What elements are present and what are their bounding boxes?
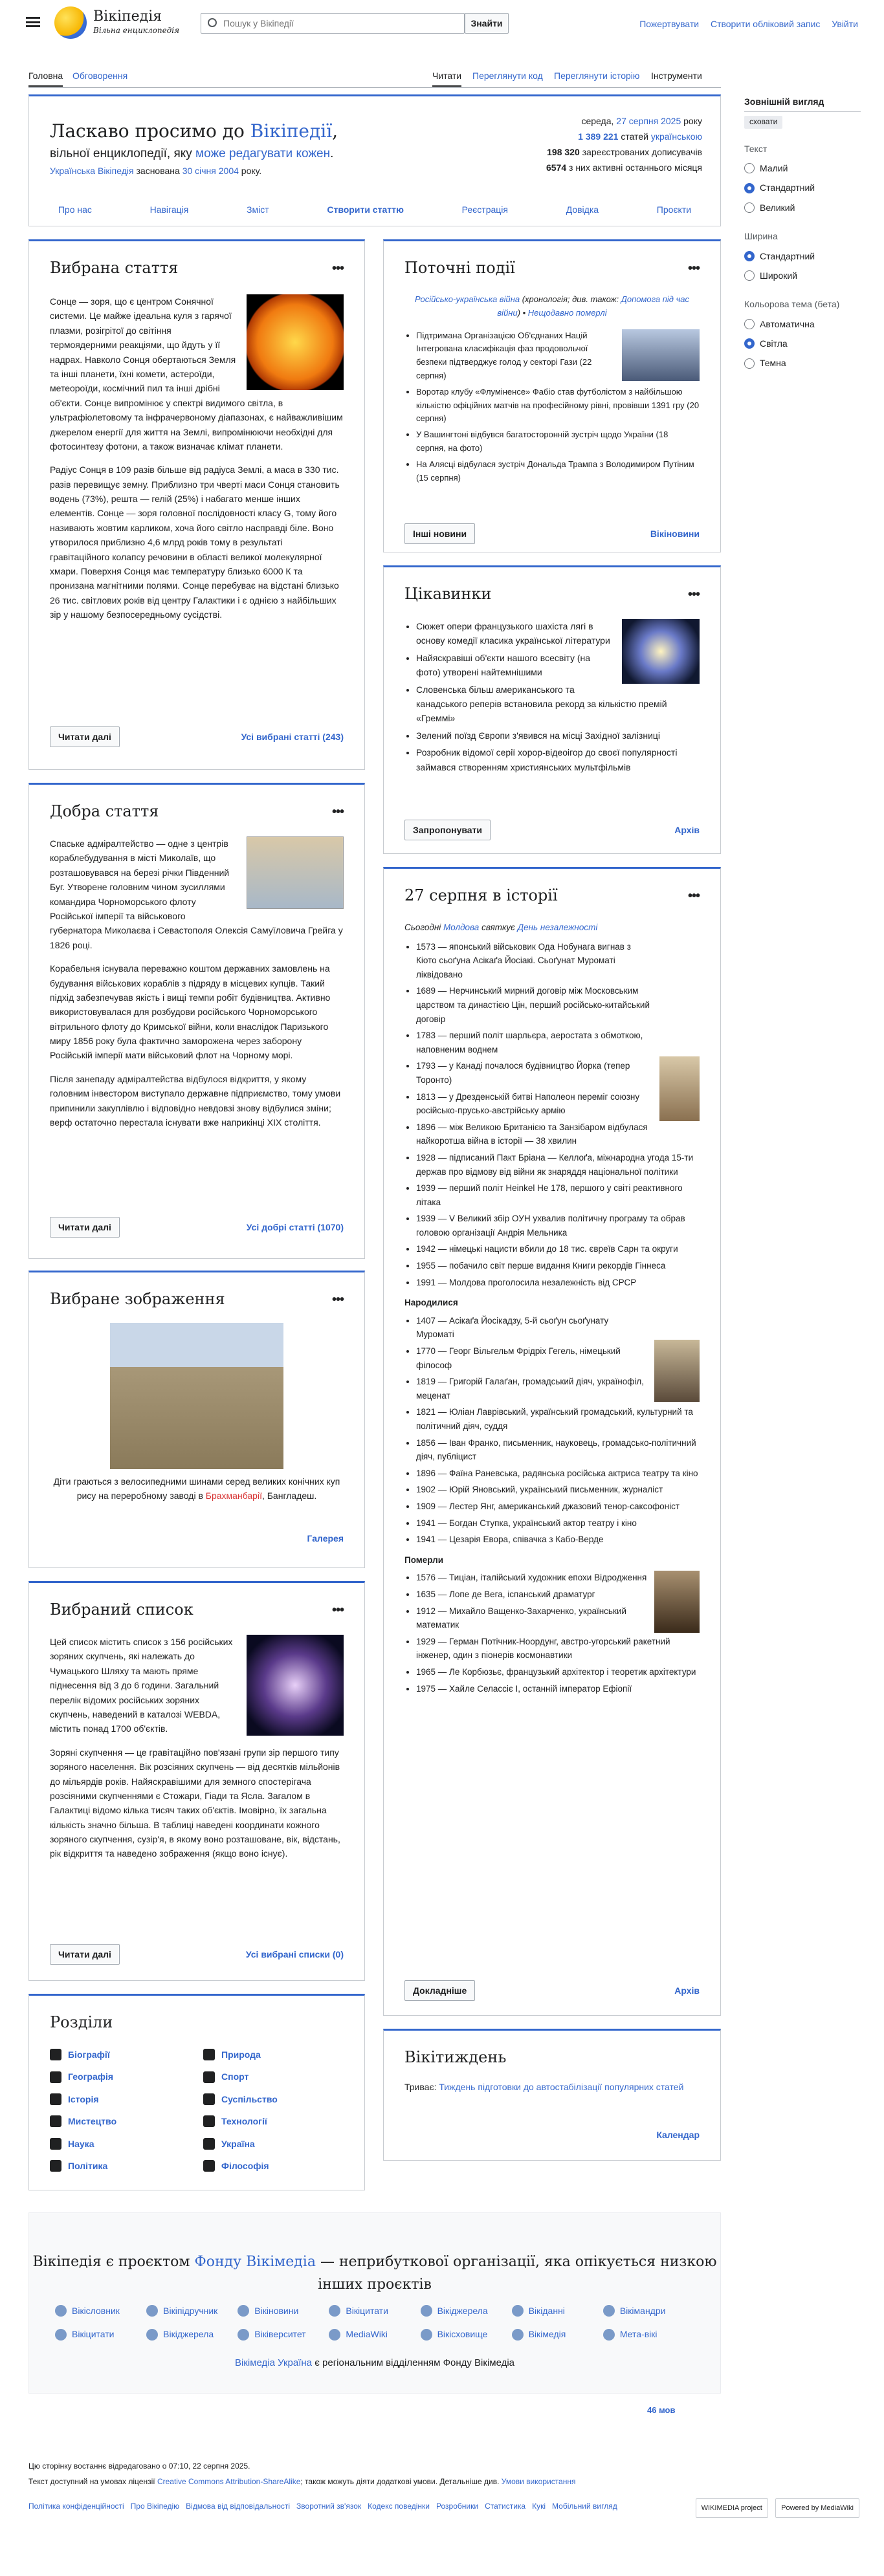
featured-p2: Радіус Сонця в 109 разів більше від радіуса Землі, а маса в 330 тис. разів перевищує земну. Приблизно три чверті маси Сонця становить водень (73%), решта — гелій (25%) і набагато менше інших елементів. Сонце — зоря головної послідовності класу G, тому його називають жовтим карликом, хоча його світло насправді біле. Воно утворилося приблизно 4,6 млрд років тому в результаті гравітаційного колапсу речовини в області великої молекулярної хмари. Поверхня Сонця має температуру близько 6000 К та пронизана магнітними полями. Сонце перебуває на відстані близько 26 тис. світлових років від центру Галактики і є однією з найбільших зір у нашому безпосередньому сусідстві. <box>50 464 340 620</box>
interesting-title: Цікавинки <box>404 585 492 603</box>
link-projects[interactable]: Проєкти <box>656 204 692 215</box>
good-body <box>50 836 344 1139</box>
more-icon[interactable]: ••• <box>331 805 344 819</box>
more-news-button[interactable]: Інші новини <box>404 523 475 544</box>
featured-p1: Сонце — зоря, що є центром Сонячної системи. Це майже ідеальна куля з гарячої плазми, розігрітої до світіння термоядерними реакціями, що йдуть у її надрах. Навколо Сонця обертаються Земля та інші планети, їхні комети, астероїди, метеороїди, космічний пил та інші дрібні об'єкти. Сонце випромінює у спектрі видимого світла, в ультрафіолетовому та інфрачервоному діапазонах, є найважливішим джерелом енергії для життя на Землі, випромінюючи необхідні для фотосинтезу фотони, а також визначає клімат планети. <box>50 296 343 452</box>
section-philosophy[interactable]: Філософія <box>203 2159 344 2173</box>
radio-color-light[interactable]: Світла <box>744 336 861 351</box>
chapter-line: Вікімедіа Україна є регіональним відділенням Фонду Вікімедіа <box>234 2357 515 2368</box>
login-link[interactable]: Увійти <box>832 19 858 29</box>
search-box <box>201 13 465 34</box>
search-icon <box>208 18 217 27</box>
born-item: • 1909 — Лестер Янг, американський джазовий тенор-саксофоніст <box>416 1500 700 1514</box>
section-nature[interactable]: Природа <box>203 2047 344 2062</box>
radio-color-dark[interactable]: Темна <box>744 356 861 370</box>
picture-title: Вибране зображення <box>50 1290 225 1308</box>
footer-links: Політика конфіденційності Про Вікіпедію Відмова від відповідальності Зворотний зв'язок Кодекс поведінки Розробники Статистика Кукі Мобільний вигляд WIKIMEDIA project Powered by MediaWiki <box>28 2498 859 2514</box>
project-link[interactable]: Вікіданні <box>512 2304 603 2318</box>
featured-article-box <box>28 239 365 770</box>
featured-title: Вибрана стаття <box>50 259 179 277</box>
mediawiki-badge[interactable]: Powered by MediaWiki <box>775 2498 859 2518</box>
interesting-body <box>404 619 700 777</box>
link-about[interactable]: Про нас <box>58 204 92 215</box>
did-you-know-box <box>383 565 721 854</box>
good-article-box <box>28 783 365 1259</box>
tagline: Вільна енциклопедія <box>93 26 180 35</box>
create-account-link[interactable]: Створити обліковий запис <box>710 19 821 29</box>
welcome-founded: Українська Вікіпедія заснована 30 січня 2004 року. <box>50 166 262 176</box>
died-item: • 1965 — Ле Корбюзьє, французький архітектор і теоретик архітектури <box>416 1665 700 1679</box>
news-item: • Підтримана Організацією Об'єднаних Націй Інтегрована класифікація фаз продовольчої безпеки підтверджує голод у секторі Гази (22 серпня) <box>416 329 700 383</box>
tab-view-source[interactable]: Переглянути код <box>472 71 543 81</box>
event-item: • 1955 — побачило світ перше видання Книги рекордів Гіннеса <box>416 1259 700 1273</box>
born-item: • 1941 — Цезарія Евора, співачка з Кабо-Верде <box>416 1533 700 1547</box>
search-button[interactable]: Знайти <box>465 13 509 34</box>
born-item: • 1821 — Юліан Лаврівський, український громадський, культурний та політичний діяч, суддя <box>416 1405 700 1433</box>
portrait-titian[interactable] <box>654 1571 700 1633</box>
event-item: • 1813 — у Дрезденській битві Наполеон переміг союзну російсько-прусько-австрійську армію <box>416 1090 700 1118</box>
list-p1: Цей список містить список з 156 російських зоряних скупчень, які належать до Чумацького Шляху та мають пряме піднесення від 3 до 6 години. Загальний перелік відомих російських зоряних скупчень, наведений в каталозі WEBDA, містить понад 1700 об'єктів. <box>50 1637 233 1734</box>
tab-main[interactable]: Головна <box>28 69 63 87</box>
tab-tools[interactable]: Інструменти <box>651 71 702 81</box>
news-body: Російсько-українська війна (хронологія; див. також: Допомога під час війни) • Нещодавно померлі • Підтримана Організацією Об'єднаних Націй Інтегрована класифікація фаз продовольчої безпеки підтверджує голод у секторі Гази (22 серпня) • Воротар клубу «Флуміненсе» Фабіо став футболістом з найбільшою кількістю офіційних матчів на професійному рівні, провівши 1391 гру (20 серпня) • У Вашингтоні відбувся багатосторонній зустріч щодо України (18 серпня, на фото) • На Алясці відбулася зустріч Дональда Трампа з Володимиром Путіним (15 серпня) <box>404 293 700 487</box>
news-item: • Воротар клубу «Флуміненсе» Фабіо став футболістом з найбільшою кількістю офіційних матчів на професійному рівні, провівши 1391 гру (20 серпня) <box>416 386 700 426</box>
more-icon[interactable]: ••• <box>687 587 700 602</box>
link-contents[interactable]: Зміст <box>247 204 269 215</box>
event-item: • 1928 — підписаний Пакт Бріана — Келлоґа, міжнародна угода 15-ти держав про відмову від війни як знаряддя національної політики <box>416 1151 700 1179</box>
link-navigation[interactable]: Навігація <box>149 204 189 215</box>
admiralty-image[interactable] <box>247 836 344 909</box>
project-link[interactable]: Віківерситет <box>238 2327 329 2341</box>
born-item: • 1407 — Асікаґа Йосікадзу, 5-й сьоґун сьоґунату Муроматі <box>416 1314 700 1342</box>
radio-text-large[interactable]: Великий <box>744 201 861 215</box>
link-help[interactable]: Довідка <box>566 204 599 215</box>
archive-link[interactable]: Архів <box>674 1985 700 1996</box>
section-biographies[interactable]: Біографії <box>50 2047 190 2062</box>
archive-link[interactable]: Архів <box>674 825 700 835</box>
project-link[interactable]: Вікіпідручник <box>146 2304 238 2318</box>
news-item: • На Алясці відбулася зустріч Дональда Трампа з Володимиром Путіним (15 серпня) <box>416 458 700 485</box>
interesting-item: • Розробник відомої серії хорор-відеоігор до своєї популярності займався створенням християнських мультфільмів <box>416 745 700 774</box>
sun-image[interactable] <box>247 294 344 390</box>
event-item: • 1939 — V Великий збір ОУН ухвалив політичну програму та обрав головою організації Андрія Мельника <box>416 1212 700 1239</box>
donate-link[interactable]: Пожертвувати <box>639 19 700 29</box>
wikiweek-title: Вікітиждень <box>404 2048 507 2066</box>
more-icon[interactable]: ••• <box>331 261 344 276</box>
last-edited: Цю сторінку востаннє відредаговано о 07:10, 22 серпня 2025. <box>28 2461 250 2471</box>
details-button[interactable]: Докладніше <box>404 1980 475 2001</box>
project-link[interactable]: Вікіджерела <box>421 2304 512 2318</box>
footer <box>28 2458 859 2518</box>
link-register[interactable]: Реєстрація <box>461 204 508 215</box>
section-science[interactable]: Наука <box>50 2137 190 2151</box>
welcome-subtitle: вільної енциклопедії, яку може редагувати кожен. <box>50 147 334 160</box>
interesting-item: • Сюжет опери французького шахіста лягі в основу комедії класика української літератури <box>416 619 700 648</box>
calendar-link[interactable]: Календар <box>656 2130 700 2140</box>
picture-body <box>50 1323 344 1512</box>
appearance-panel <box>744 94 861 376</box>
section-ukraine[interactable]: Україна <box>203 2137 344 2151</box>
appearance-title: Зовнішній вигляд <box>744 94 861 112</box>
event-item: • 1793 — у Канаді почалося будівництво Йорка (тепер Торонто) <box>416 1059 700 1087</box>
section-politics[interactable]: Політика <box>50 2159 190 2173</box>
all-good-link[interactable]: Усі добрі статті (1070) <box>246 1222 344 1232</box>
born-item: • 1770 — Георг Вільгельм Фрідріх Гегель, німецький філософ <box>416 1344 700 1372</box>
sister-grid <box>55 2304 694 2342</box>
more-icon[interactable]: ••• <box>331 1603 344 1617</box>
event-item: • 1783 — перший політ шарльєра, аеростата з обмоткою, наповненим воднем <box>416 1029 700 1056</box>
project-link[interactable]: Вікісховище <box>421 2327 512 2341</box>
read-more-button[interactable]: Читати далі <box>50 1944 120 1965</box>
interesting-item: • Зелений поїзд Європи з'явився на місці Західної залізниці <box>416 728 700 743</box>
born-heading: Народилися <box>404 1298 458 1308</box>
event-image[interactable] <box>659 1056 700 1121</box>
wikimedia-badge[interactable]: WIKIMEDIA project <box>696 2498 768 2518</box>
welcome-links <box>29 202 720 217</box>
good-p1: Спаське адміралтейство — одне з центрів кораблебудування в місті Миколаїв, що розташовувався на березі річки Південний Буг. Утворене головним чином зусиллями командира Чорноморського флоту Російської імперії та військового губернатора Миколаєва і Севастополя Олексія Самуїловича Грейга у 1826 році. <box>50 838 343 950</box>
list-body <box>50 1635 344 1870</box>
radio-color-auto[interactable]: Автоматична <box>744 317 861 331</box>
featured-picture-box <box>28 1271 365 1568</box>
sister-heading: Вікіпедія є проєктом Фонду Вікімедіа — неприбуткової організації, яка опікується низкою інших проєктів <box>32 2254 717 2293</box>
all-lists-link[interactable]: Усі вибрані списки (0) <box>245 1949 344 1959</box>
good-p3: Після занепаду адміралтейства відбулося відкриття, у якому головним інвестором виступало державне підприємство, тому умови припинили закуплівлю і відповідно невдовзі знову відбулися зміни; верф остаточно перестала існувати вже наприкінці XIX століття. <box>50 1073 341 1128</box>
died-item: • 1929 — Герман Потічник-Ноордунг, австро-угорський ракетний інженер, один з піонерів космонавтики <box>416 1635 700 1663</box>
license: Текст доступний на умовах ліцензії Creative Commons Attribution-ShareAlike; також можуть діяти додаткові умови. Детальніше див. Умови використання <box>28 2477 576 2486</box>
project-link[interactable]: Вікімандри <box>603 2304 694 2318</box>
event-item: • 1689 — Нерчинський мирний договір між Московським царством та династією Цін, перший російсько-китайський договір <box>416 984 700 1026</box>
read-more-button[interactable]: Читати далі <box>50 726 120 747</box>
project-link[interactable]: Вікіновини <box>238 2304 329 2318</box>
interesting-item: • Найяскравіші об'єкти нашого всесвіту (на фото) утворені найтемнішими <box>416 651 700 680</box>
event-item: • 1942 — німецькі нацисти вбили до 18 тис. євреїв Сарн та округи <box>416 1242 700 1256</box>
born-item: • 1819 — Григорій Галаґан, громадський діяч, українофіл, меценат <box>416 1375 700 1403</box>
suggest-button[interactable]: Запропонувати <box>404 820 491 840</box>
section-art[interactable]: Мистецтво <box>50 2114 190 2128</box>
radio-width-standard[interactable]: Стандартний <box>744 249 861 263</box>
tab-talk[interactable]: Обговорення <box>72 71 128 81</box>
sister-projects <box>28 2212 721 2394</box>
color-label: Кольорова тема (бета) <box>744 299 840 310</box>
project-link[interactable]: Вікімедія <box>512 2327 603 2341</box>
project-link[interactable]: Вікіцитати <box>329 2304 420 2318</box>
wikinews-link[interactable]: Вікіновини <box>650 529 700 539</box>
today-body: Сьогодні Молдова святкує День незалежності • 1573 — японський військовик Ода Нобунага вигнав з Кіото сьоґуна Асікаґа Йосіакі. Сьоґунат Муроматі ліквідовано • 1689 — Нерчинський мирний договір між Московським царством та династією Цін, перший російсько-китайський договір • 1783 — перший політ шарльєра, аеростата з обмоткою, наповненим воднем • 1793 — у Канаді почалося будівництво Йорка (тепер Торонто) • 1813 — у Дрезденській битві Наполеон переміг союзну російсько-прусько-австрійську армію • 1896 — між Великою Британією та Занзібаром відбулася найкоротша війна в історії — 38 хвилин • 1928 — підписаний Пакт Бріана — Келлоґа, міжнародна угода 15-ти держав про відмову від війни як знаряддя національної політики • 1939 — перший політ Heinkel He 178, першого у світі реактивного літака • 1939 — V Великий збір ОУН ухвалив політичну програму та обрав головою організації Андрія Мельника • 1942 — німецькі нацисти вбили до 18 тис. євреїв Сарн та округи • 1955 — побачило світ перше видання Книги рекордів Гіннеса • 1991 — Молдова проголосила незалежність від СРСР Народилися • 1407 — Асікаґа Йосікадзу, 5-й сьоґун сьоґунату Муроматі • 1770 — Георг Вільгельм Фрідріх Гегель, німецький філософ • 1819 — Григорій Галаґан, громадський діяч, українофіл, меценат • 1821 — Юліан Лаврівський, український громадський, культурний та політичний діяч, суддя • 1856 — Іван Франко, письменник, науковець, громадсько-політичний діяч, публіцист • 1896 — Фаїна Раневська, радянська російська актриса театру та кіно • 1902 — Юрій Яновський, український письменник, журналіст • 1909 — Лестер Янг, американський джазовий тенор-саксофоніст • 1941 — Богдан Ступка, український актор театру і кіно • 1941 — Цезарія Евора, співачка з Кабо-Верде Померли • 1576 — Тиціан, італійський художник епохи Відродження • 1635 — Лопе де Вега, іспанський драматург • 1912 — Михайло Ващенко-Захарченко, український математик • 1929 — Герман Потічник-Ноордунг, австро-угорський ракетний інженер, один з піонерів космонавтики • 1965 — Ле Корбюзьє, французький архітектор і теоретик архітектури • 1975 — Хайле Селассіє I, останній імператор Ефіопії <box>404 921 700 1698</box>
interesting-image[interactable] <box>622 619 700 684</box>
died-item: • 1975 — Хайле Селассіє I, останній імператор Ефіопії <box>416 1682 700 1696</box>
link-create-article[interactable]: Створити статтю <box>327 204 404 215</box>
tab-read[interactable]: Читати <box>432 69 461 87</box>
project-link[interactable]: Вікіцитати <box>55 2327 146 2341</box>
list-title: Вибраний список <box>50 1600 193 1619</box>
personal-tools <box>630 17 858 31</box>
header <box>0 0 884 47</box>
died-item: • 1912 — Михайло Ващенко-Захарченко, український математик <box>416 1604 700 1632</box>
interesting-item: • Словенська більш американського та канадського реперів встановила рекорд за кількістю премій «Греммі» <box>416 682 700 726</box>
radio-width-wide[interactable]: Широкий <box>744 268 861 283</box>
news-image[interactable] <box>622 329 700 381</box>
tab-history[interactable]: Переглянути історію <box>554 71 640 81</box>
news-title: Поточні події <box>404 259 515 277</box>
wikiweek-body: Триває: Тиждень підготовки до автостабілізації популярних статей <box>404 2082 684 2092</box>
news-item: • У Вашингтоні відбувся багатосторонній зустріч щодо України (18 серпня, на фото) <box>416 428 700 455</box>
all-featured-link[interactable]: Усі вибрані статті (243) <box>241 732 344 742</box>
more-icon[interactable]: ••• <box>687 889 700 903</box>
event-item: • 1939 — перший політ Heinkel He 178, першого у світі реактивного літака <box>416 1181 700 1209</box>
project-link[interactable]: Вікіджерела <box>146 2327 238 2341</box>
text-size-label: Текст <box>744 143 768 154</box>
section-sport[interactable]: Спорт <box>203 2069 344 2084</box>
radio-text-small[interactable]: Малий <box>744 161 861 175</box>
project-link[interactable]: Мета-вікі <box>603 2327 694 2341</box>
on-this-day-box <box>383 867 721 2016</box>
good-title: Добра стаття <box>50 802 159 820</box>
list-p2: Зоряні скупчення — це гравітаційно пов'язані групи зір першого типу зоряного населення. Вік розсіяних скупчень — від десятків мільйонів до мільярдів років. Найяскравішими для земного спостерігача розсіяними скупченнями є Стожари, Гіади та Ясла. Загалом в Галактиці відомо кілька тисяч таких об'єктів. Імовірно, їх загальна кількість значно більша. В таблиці наведені координати кожного зоряного скупчення, сузір'я, в якому воно розташоване, вік, відстань, рік відкриття та наведено зображення (якщо воно існує). <box>50 1747 340 1859</box>
today-title: 27 серпня в історії <box>404 886 558 904</box>
welcome-title: Ласкаво просимо до Вікіпедії, <box>50 120 338 142</box>
search-input[interactable] <box>223 16 456 31</box>
died-item: • 1576 — Тиціан, італійський художник епохи Відродження <box>416 1571 700 1585</box>
event-item: • 1991 — Молдова проголосила незалежність від СРСР <box>416 1276 700 1290</box>
more-icon[interactable]: ••• <box>687 261 700 276</box>
sections-box <box>28 1994 365 2190</box>
event-item: • 1573 — японський військовик Ода Нобунага вигнав з Кіото сьоґуна Асікаґа Йосіакі. Сьоґунат Муроматі ліквідовано <box>416 940 700 982</box>
section-history[interactable]: Історія <box>50 2092 190 2106</box>
star-cluster-image[interactable] <box>247 1635 344 1736</box>
featured-body <box>50 294 344 631</box>
born-item: • 1941 — Богдан Ступка, український актор театру і кіно <box>416 1516 700 1531</box>
section-technology[interactable]: Технології <box>203 2114 344 2128</box>
born-item: • 1856 — Іван Франко, письменник, науковець, громадсько-політичний діяч, публіцист <box>416 1436 700 1464</box>
project-link[interactable]: Вікісловник <box>55 2304 146 2318</box>
event-item: • 1896 — між Великою Британією та Занзібаром відбулася найкоротша війна в історії — 38 хвилин <box>416 1120 700 1148</box>
gallery-link[interactable]: Галерея <box>307 1533 344 1544</box>
wikipedia-logo[interactable] <box>54 6 87 39</box>
died-heading: Померли <box>404 1555 444 1565</box>
page-tabs <box>28 69 721 88</box>
featured-list-box <box>28 1581 365 1981</box>
menu-icon[interactable] <box>26 17 40 27</box>
project-link[interactable]: MediaWiki <box>329 2327 420 2341</box>
width-label: Ширина <box>744 231 778 242</box>
news-box <box>383 239 721 552</box>
hide-button[interactable]: сховати <box>744 116 782 128</box>
welcome-banner <box>28 94 721 226</box>
wordmark[interactable]: Вікіпедія <box>93 8 162 25</box>
rice-piles-image[interactable] <box>110 1323 283 1469</box>
welcome-stats: середа, 27 серпня 2025 року 1 389 221 статей українською 198 320 зареєстрованих дописувачів 6574 з них активні останнього місяця <box>546 116 702 173</box>
born-item: • 1902 — Юрій Яновський, український письменник, журналіст <box>416 1483 700 1497</box>
read-more-button[interactable]: Читати далі <box>50 1217 120 1238</box>
born-item: • 1896 — Фаїна Раневська, радянська російська актриса театру та кіно <box>416 1467 700 1481</box>
picture-caption: Діти граються з велосипедними шинами серед великих конічних куп рису на переробному заводі в Брахманбарії, Бангладеш. <box>53 1476 340 1501</box>
portrait-hegel[interactable] <box>654 1340 700 1402</box>
more-icon[interactable]: ••• <box>331 1293 344 1307</box>
good-p2: Корабельня існувала переважно коштом державних замовлень на будування військових кораблів з підряду в місцевих купців. Такий підхід забезпечував якість і вищі темпи робіт будівництва. Активно використовувалася для розбудови російського Чорноморського вітрильного флоту до Кримської війни, коли внаслідок Паризького миру 1856 року була фактично заморожена через заборону Російській імперії мати військовий флот на Чорному морі. <box>50 963 331 1061</box>
died-item: • 1635 — Лопе де Вега, іспанський драматург <box>416 1588 700 1602</box>
sections-title: Розділи <box>50 2013 113 2031</box>
radio-text-standard[interactable]: Стандартний <box>744 180 861 195</box>
language-button[interactable]: 46 мов <box>647 2405 676 2415</box>
sections-grid <box>50 2047 344 2173</box>
wikiweek-box <box>383 2029 721 2161</box>
section-society[interactable]: Суспільство <box>203 2092 344 2106</box>
section-geography[interactable]: Географія <box>50 2069 190 2084</box>
